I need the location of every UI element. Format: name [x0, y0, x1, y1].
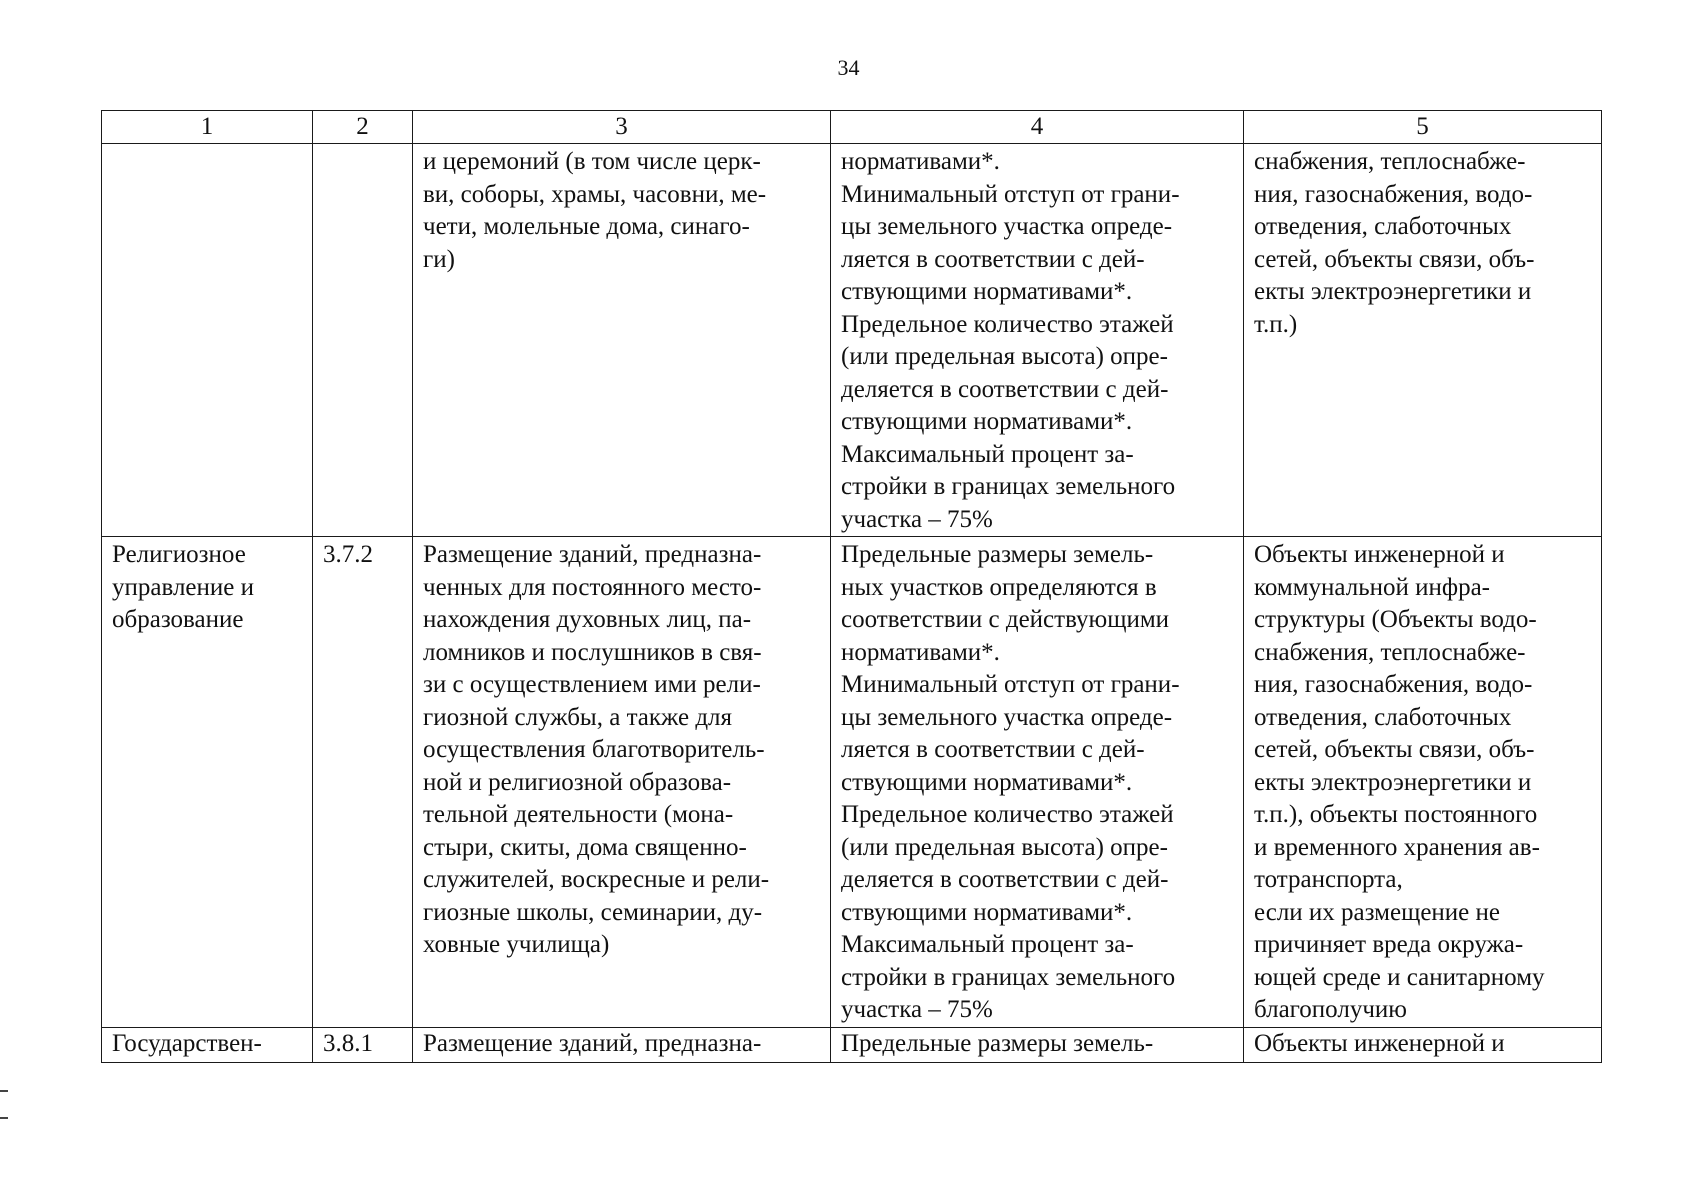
cell-use-name: Религиозное управление и образование — [102, 537, 313, 1028]
cell-use-description: и церемоний (в том числе церк- ви, соборы, храмы, часовни, ме- чети, молельные дома, синаго- ги) — [413, 144, 831, 537]
cell-parameters: нормативами*. Минимальный отступ от грани- цы земельного участка опреде- ляется в соответствии с дей- ствующими нормативами*. Предельное количество этажей (или предельная высота) опре- деляется в соответствии с дей- ствующими нормативами*. Максимальный процент за- стройки в границах земельного участка – 75% — [831, 144, 1244, 537]
scan-artifact-mark — [0, 1117, 8, 1119]
cell-auxiliary-uses: снабжения, теплоснабже- ния, газоснабжения, водо- отведения, слаботочных сетей, объекты связи, объ- екты электроэнергетики и т.п.) — [1244, 144, 1602, 537]
table-header-row — [102, 111, 1602, 144]
column-header-3: 3 — [413, 111, 831, 144]
cell-use-code — [313, 144, 413, 537]
column-header-2: 2 — [313, 111, 413, 144]
land-use-table — [101, 110, 1602, 1063]
cell-parameters: Предельные размеры земель- ных участков определяются в соответствии с действующими нормативами*. Минимальный отступ от грани- цы земельного участка опреде- ляется в соответствии с дей- ствующими нормативами*. Предельное количество этажей (или предельная высота) опре- деляется в соответствии с дей- ствующими нормативами*. Максимальный процент за- стройки в границах земельного участка – 75% — [831, 537, 1244, 1028]
cell-use-description: Размещение зданий, предназна- ченных для постоянного место- нахождения духовных лиц, па- ломников и послушников в свя- зи с осуществлением ими рели- гиозной службы, а также для осуществления благотворитель- ной и религиозной образова- тельной деятельности (мона- стыри, скиты, дома священно- служителей, воскресные и рели- гиозные школы, семинарии, ду- ховные училища) — [413, 537, 831, 1028]
scan-artifact-mark — [0, 1090, 8, 1092]
page-number: 34 — [837, 55, 860, 80]
cell-parameters: Предельные размеры земель- — [831, 1027, 1244, 1062]
table-row — [102, 144, 1602, 537]
table-row — [102, 1027, 1602, 1062]
column-header-1: 1 — [102, 111, 313, 144]
cell-use-code: 3.8.1 — [313, 1027, 413, 1062]
cell-auxiliary-uses: Объекты инженерной и — [1244, 1027, 1602, 1062]
column-header-4: 4 — [831, 111, 1244, 144]
column-header-5: 5 — [1244, 111, 1602, 144]
cell-auxiliary-uses: Объекты инженерной и коммунальной инфра- структуры (Объекты водо- снабжения, теплоснабже- ния, газоснабжения, водо- отведения, слаботочных сетей, объекты связи, объ- екты электроэнергетики и т.п.), объекты постоянного и временного хранения ав- тотранспорта, если их размещение не причиняет вреда окружа- ющей среде и санитарному благополучию — [1244, 537, 1602, 1028]
cell-use-name: Государствен- — [102, 1027, 313, 1062]
table-row — [102, 537, 1602, 1028]
cell-use-name — [102, 144, 313, 537]
cell-use-description: Размещение зданий, предназна- — [413, 1027, 831, 1062]
cell-use-code: 3.7.2 — [313, 537, 413, 1028]
